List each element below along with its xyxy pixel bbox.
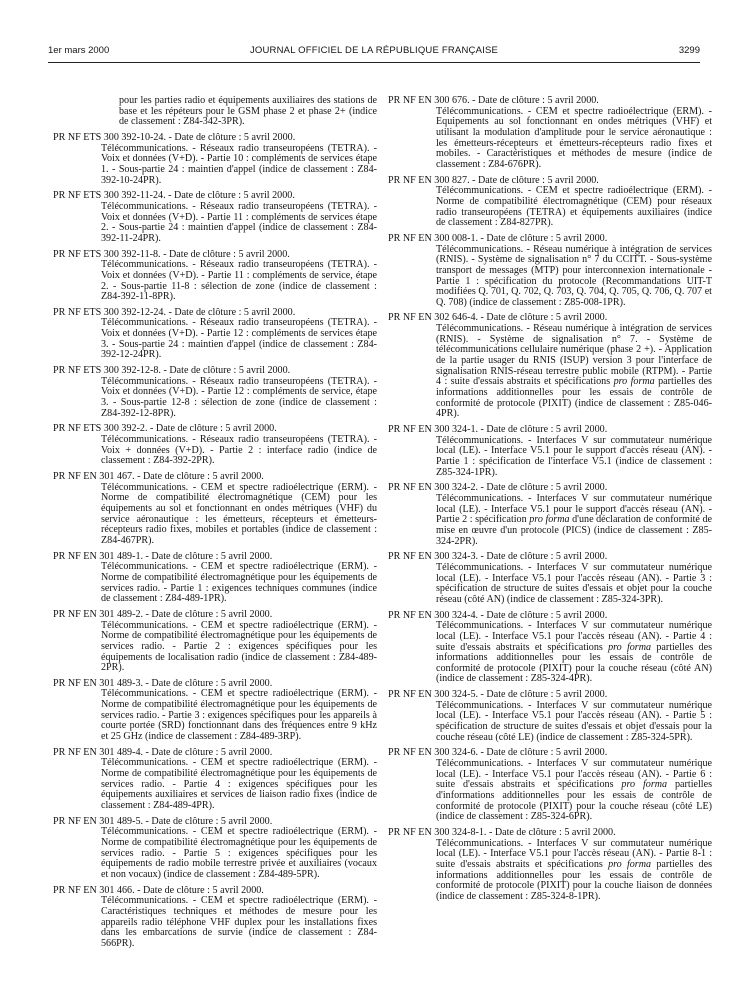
description-fragment: partielles des informations additionnelles pour les essais de contrôle de conformité de protocole (PIXIT) pour la couche liaison de données (indice de classement : Z85-324-8-1PR). — [436, 858, 712, 902]
entry-description: Télécommunications. - Interfaces V sur commutateur numérique local (LE). - Interface V5.1 pour l'accès réseau (AN). - Partie 5 : spécification de structure de suites d'essais et objet d'essais pour la couche réseau (côté LE) (indice de classement : Z85-324-5PR). — [436, 699, 712, 743]
description-fragment: Télécommunications. - Interfaces V sur commutateur numérique local (LE). - Interface V5.1 pour l'accès réseau (AN). - Partie 4 : suite d'essais abstraits et spécifications — [436, 620, 712, 653]
entry-description: Télécommunications. - Réseau numérique à intégration de services (RNIS). - Système de signalisation n° 7 du CCITT. - Sous-système transport de messages (MTP) pour interconnexion internationale - Partie 1 : spécification du protocole (Recommandations UIT-T modifiées Q. 701, Q. 702, Q. 703, Q. 704, Q. 705, Q. 706, Q. 707 et Q. 708) (indice de classement : Z85-008-1PR). — [436, 243, 712, 308]
description-fragment: partielles des informations additionnelles pour les essais de contrôle de conformité de protocole (PIXIT) (indice de classement : Z85-046-4PR). — [436, 376, 712, 420]
entry-reference: PR NF EN 300 324-8-1. - Date de clôture : 5 avril 2000. — [388, 827, 616, 838]
entry-reference: PR NF ETS 300 392-11-8. - Date de clôture : 5 avril 2000. — [53, 248, 290, 260]
entry-reference: PR NF EN 302 646-4. - Date de clôture : 5 avril 2000. — [388, 312, 608, 324]
right-column — [388, 96, 712, 908]
entry-reference: PR NF ETS 300 392-12-8. - Date de clôture : 5 avril 2000. — [53, 365, 291, 377]
standard-entry — [388, 313, 712, 420]
standard-entry — [388, 748, 712, 823]
standard-entry — [53, 886, 377, 950]
standard-entry — [388, 552, 712, 605]
entry-description: Télécommunications. - Réseaux radio transeuropéens (TETRA). - Voix et données (V+D). - Partie 11 : compléments de services étape 2. - Sous-partie 24 : maintien d'appel (indice de classement : Z84-392-11-24PR). — [101, 200, 377, 244]
standard-entry — [53, 472, 377, 547]
entry-reference: PR NF EN 301 467. - Date de clôture : 5 avril 2000. — [53, 471, 264, 482]
entry-reference: PR NF EN 301 489-5. - Date de clôture : 5 avril 2000. — [53, 815, 273, 827]
entry-reference: PR NF ETS 300 392-10-24. - Date de clôture : 5 avril 2000. — [53, 131, 296, 143]
entry-description — [388, 759, 712, 823]
entry-description: Télécommunications. - CEM et spectre radioélectrique (ERM). - Norme de compatibilité électromagnétique pour les équipements de services radio. - Partie 1 : exigences techniques communes (indice de classement : Z84-489-1PR). — [101, 561, 377, 605]
standard-entry — [53, 191, 377, 244]
entry-description: Télécommunications. - Réseaux radio transeuropéens (TETRA). - Voix et données (V+D). - Partie 12 : compléments de services étape 3. - Sous-partie 24 : maintien d'appel (indice de classement : Z84-392-12-24PR). — [101, 317, 377, 361]
standard-entry — [53, 366, 377, 419]
standard-entry — [388, 611, 712, 686]
entry-reference: PR NF ETS 300 392-2. - Date de clôture : 5 avril 2000. — [53, 423, 277, 435]
description-fragment: partielles des informations additionnelles pour les essais de contrôle de conformité de protocole (PIXIT) pour la couche réseau (côté AN) (indice de classement : Z85-324-4PR). — [436, 641, 712, 685]
entry-reference: PR NF EN 301 489-4. - Date de clôture : 5 avril 2000. — [53, 746, 273, 758]
standard-entry — [53, 250, 377, 303]
italic-term: pro forma — [608, 858, 652, 870]
entry-description: Télécommunications. - CEM et spectre radioélectrique (ERM). - Norme de compatibilité électromagnétique pour les équipements de services radio. - Partie 4 : exigences spécifiques pour les équipements auxiliaires et services de liaison radio fixes (indice de classement : Z84-489-4PR). — [101, 757, 377, 812]
entry-description: Télécommunications. - Réseaux radio transeuropéens (TETRA). - Voix et données (V+D). - Partie 10 : compléments de services étape 1. - Sous-partie 24 : maintien d'appel (indice de classement : Z84-392-10-24PR). — [101, 142, 377, 186]
description-fragment: d'une déclaration de conformité de mise en œuvre d'un protocole (PICS) (indice de classement : Z85-324-2PR). — [436, 514, 712, 547]
entry-description: Télécommunications. - CEM et spectre radioélectrique (ERM). - Norme de compatibilité électromagnétique (CEM) pour réseaux radio transeuropéens (TETRA) et équipements auxiliaires (indice de classement : Z84-827PR). — [436, 185, 712, 229]
standard-entry — [388, 234, 712, 309]
entry-description: Télécommunications. - CEM et spectre radioélectrique (ERM). - Norme de compatibilité électromagnétique pour les équipements de services radio. - Partie 5 : exigences spécifiques pour les équipements de radio mobile terrestre privée et auxiliaires (vocaux et non vocaux) (indice de classement : Z84-489-5PR). — [101, 826, 377, 880]
description-fragment: partielles d'informations additionnelles pour les essais de contrôle de conformité de protocole (PIXIT) pour la couche réseau (côté LE) (indice de classement : Z85-324-6PR). — [436, 779, 712, 823]
standard-entry — [53, 308, 377, 361]
entry-description: Télécommunications. - CEM et spectre radioélectrique (ERM). - Caractéristiques techniques et méthodes de mesure pour les appareils radio téléphone VHF duplex pour les installations fixes dans les embarcations de survie (indice de classement : Z84-566PR). — [101, 895, 377, 949]
entry-reference: PR NF EN 300 324-1. - Date de clôture : 5 avril 2000. — [388, 424, 608, 436]
entry-description: Télécommunications. - CEM et spectre radioélectrique (ERM). - Norme de compatibilité électromagnétique (CEM) pour les équipements au sol et fonctionnant en ondes métriques (VHF) du service aéronautique : les émetteurs, récepteurs et émetteurs-récepteurs radio fixes, mobiles et portables (indice de classement : Z84-467PR). — [101, 481, 377, 546]
entry-reference: PR NF EN 300 324-6. - Date de clôture : 5 avril 2000. — [388, 747, 608, 759]
description-fragment: Télécommunications. - Interfaces V sur commutateur numérique local (LE). - Interface V5.1 pour le support d'accès réseau (AN). - Partie 2 : spécification — [436, 492, 712, 526]
description-fragment: Télécommunications. - Interfaces V sur commutateur numérique local (LE). - Interface V5.1 pour l'accès réseau (AN). - Partie 6 : suite d'essais abstraits et spécifications — [436, 758, 712, 791]
left-entry-list — [53, 133, 377, 950]
standard-entry — [53, 679, 377, 743]
standard-entry — [388, 690, 712, 743]
entry-reference: PR NF EN 301 466. - Date de clôture : 5 avril 2000. — [53, 884, 264, 896]
standard-entry — [53, 817, 377, 881]
right-entry-list — [388, 96, 712, 903]
entry-reference: PR NF EN 300 324-3. - Date de clôture : 5 avril 2000. — [388, 551, 608, 563]
entry-reference: PR NF ETS 300 392-12-24. - Date de clôture : 5 avril 2000. — [53, 306, 296, 318]
entry-description: Télécommunications. - Interfaces V sur commutateur numérique local (LE). - Interface V5.1 pour le support d'accès réseau (AN). - Partie 1 : spécification de l'interface V5.1 (indice de classement : Z85-324-1PR). — [436, 434, 712, 478]
standard-entry — [53, 424, 377, 467]
entry-description — [388, 621, 712, 685]
entry-description: Télécommunications. - Réseaux radio transeuropéens (TETRA). - Voix et données (V+D). - Partie 12 : compléments de service, étape 3. - Sous-partie 12-8 : sélection de zone (indice de classement : Z84-392-12-8PR). — [101, 375, 377, 419]
left-column — [53, 96, 377, 955]
entry-reference: PR NF EN 300 008-1. - Date de clôture : 5 avril 2000. — [388, 232, 608, 244]
standard-entry — [388, 425, 712, 478]
entry-reference: PR NF ETS 300 392-11-24. - Date de clôture : 5 avril 2000. — [53, 190, 295, 202]
entry-description — [388, 839, 712, 903]
entry-description — [388, 324, 712, 420]
standard-entry — [53, 610, 377, 674]
standard-entry — [53, 748, 377, 812]
description-fragment: Télécommunications. - Réseau numérique à intégration de services (RNIS). - Système de signalisation n° 7. - Système de télécommunications cellulaire numérique (phase 2 +). - Application de la partie usager du RNIS (ISUP) version 3 pour l'interface de signalisation RNIS-réseau terrestre public mobile (RTPM). - Partie 4 : suite d'essais abstraits et spécifications — [436, 323, 712, 388]
entry-description: Télécommunications. - Interfaces V sur commutateur numérique local (LE). - Interface V5.1 pour l'accès réseau (AN). - Partie 3 : spécification de structure de suites d'essais et objet pour la couche réseau (côté AN) (indice de classement : Z85-324-3PR). — [436, 561, 712, 605]
header-title: JOURNAL OFFICIEL DE LA RÉPUBLIQUE FRANÇAISE — [249, 45, 499, 56]
page-number: 3299 — [678, 45, 700, 56]
standard-entry — [53, 552, 377, 605]
entry-description: Télécommunications. - CEM et spectre radioélectrique (ERM). - Norme de compatibilité électromagnétique pour les équipements de services radio. - Partie 3 : exigences spécifiques pour les appareils à courte portée (SRD) fonctionnant dans des fréquences entre 9 kHz et 25 GHz (indice de classement : Z84-489-3RP). — [101, 688, 377, 743]
standard-entry — [388, 96, 712, 171]
italic-term: pro forma — [608, 641, 652, 653]
entry-description: Télécommunications. - Réseaux radio transeuropéens (TETRA). - Voix et données (V+D). - Partie 11 : compléments de service, étape 2. - Sous-partie 11-8 : sélection de zone (indice de classement : Z84-392-11-8PR). — [101, 259, 377, 303]
entry-description — [388, 494, 712, 547]
header-date: 1er mars 2000 — [48, 45, 110, 56]
entry-description: Télécommunications. - CEM et spectre radioélectrique (ERM). - Equipements au sol fonctionnant en ondes métriques (VHF) et utilisant la modulation d'amplitude pour le service aéronautique : les émetteurs-récepteurs et émetteurs-récepteurs radio fixes et mobiles. - Caractéristiques et méthodes de mesure (indice de classement : Z84-676PR). — [436, 105, 712, 170]
page-header — [48, 45, 700, 61]
entry-reference: PR NF EN 301 489-3. - Date de clôture : 5 avril 2000. — [53, 677, 273, 689]
standard-entry — [53, 133, 377, 186]
header-rule — [48, 62, 700, 63]
entry-reference: PR NF EN 300 324-4. - Date de clôture : 5 avril 2000. — [388, 609, 608, 621]
italic-term: pro forma — [613, 376, 655, 388]
entry-reference: PR NF EN 300 676. - Date de clôture : 5 avril 2000. — [388, 95, 599, 106]
standard-entry — [388, 176, 712, 229]
continuation-text: pour les parties radio et équipements auxiliaires des stations de base et les répéteurs pour le GSM phase 2 et phase 2+ (indice de classement : Z84-342-3PR). — [119, 95, 377, 128]
entry-description: Télécommunications. - CEM et spectre radioélectrique (ERM). - Norme de compatibilité électromagnétique pour les équipements de services radio. - Partie 2 : exigences spécifiques pour les équipements de localisation radio (indice de classement : Z84-489-2PR). — [101, 619, 377, 674]
description-fragment: Télécommunications. - Interfaces V sur commutateur numérique local (LE). - Interface V5.1 pour l'accès réseau (AN). - Partie 8-1 : suite d'essais abstraits et spécifications — [436, 837, 712, 870]
standard-entry — [388, 828, 712, 903]
standard-entry — [388, 483, 712, 547]
entry-reference: PR NF EN 301 489-1. - Date de clôture : 5 avril 2000. — [53, 550, 273, 562]
entry-reference: PR NF EN 300 827. - Date de clôture : 5 avril 2000. — [388, 174, 599, 186]
entry-reference: PR NF EN 300 324-2. - Date de clôture : 5 avril 2000. — [388, 482, 608, 494]
entry-reference: PR NF EN 300 324-5. - Date de clôture : 5 avril 2000. — [388, 689, 608, 701]
entry-reference: PR NF EN 301 489-2. - Date de clôture : 5 avril 2000. — [53, 608, 273, 620]
italic-term: pro forma — [621, 779, 668, 791]
italic-term: pro forma — [529, 514, 570, 526]
entry-description: Télécommunications. - Réseaux radio transeuropéens (TETRA). - Voix + données (V+D). - Partie 2 : interface radio (indice de classement : Z84-392-2PR). — [101, 434, 377, 467]
